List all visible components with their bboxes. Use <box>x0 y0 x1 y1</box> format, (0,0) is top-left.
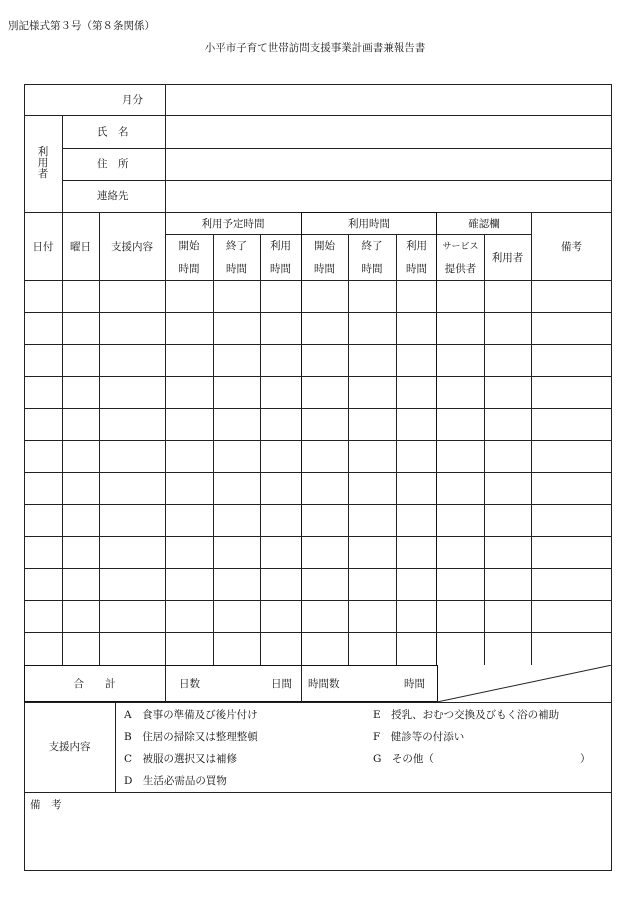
support-item-d: D 生活必需品の買物 <box>124 775 227 787</box>
user-section-label-2: 用 <box>37 157 49 169</box>
total-hours-unit: 時間 <box>404 678 425 690</box>
table-row[interactable] <box>25 441 611 472</box>
col-actual-group: 利用時間 <box>348 218 390 230</box>
confirm-provider-1: サービス <box>442 242 479 252</box>
actual-end-2: 時間 <box>361 263 383 275</box>
actual-start-2: 時間 <box>314 263 335 275</box>
support-content-label: 支援内容 <box>48 741 91 753</box>
diagonal-strike <box>437 665 613 703</box>
table-row[interactable] <box>25 473 611 504</box>
contact-label: 連絡先 <box>97 190 129 202</box>
col-remarks: 備考 <box>561 241 582 253</box>
name-label: 氏 名 <box>97 126 129 138</box>
col-support: 支援内容 <box>111 241 153 253</box>
remarks-field[interactable] <box>25 815 611 870</box>
support-item-b: B 住居の掃除又は整理整頓 <box>124 731 258 743</box>
planned-start-2: 時間 <box>178 263 200 275</box>
table-row[interactable] <box>25 569 611 600</box>
actual-use-2: 時間 <box>406 263 427 275</box>
table-row[interactable] <box>25 633 611 664</box>
planned-use-1: 利用 <box>270 240 291 252</box>
address-label: 住 所 <box>97 158 129 170</box>
table-row[interactable] <box>25 345 611 376</box>
table-row[interactable] <box>25 537 611 568</box>
support-item-f: F 健診等の付添い <box>373 731 465 743</box>
user-section-label-1: 利 <box>37 146 49 158</box>
col-confirm-group: 確認欄 <box>468 218 500 230</box>
contact-field[interactable] <box>166 181 611 212</box>
totals-label: 合 計 <box>73 678 116 690</box>
support-item-g-close: ） <box>580 753 591 765</box>
support-item-c: C 被服の選択又は補修 <box>124 753 238 765</box>
actual-start-1: 開始 <box>314 240 335 252</box>
support-item-g: G その他（ <box>373 753 434 765</box>
table-row[interactable] <box>25 281 611 312</box>
remarks-label: 備 考 <box>30 799 62 811</box>
name-field[interactable] <box>166 116 611 147</box>
table-row[interactable] <box>25 377 611 408</box>
planned-use-2: 時間 <box>270 263 291 275</box>
actual-use-1: 利用 <box>406 240 427 252</box>
col-weekday: 曜日 <box>70 241 91 253</box>
month-label: 月分 <box>122 94 143 106</box>
table-row[interactable] <box>25 409 611 440</box>
table-row[interactable] <box>25 313 611 344</box>
total-hours-field[interactable] <box>346 670 402 698</box>
confirm-user: 利用者 <box>491 252 524 264</box>
user-section-label-3: 者 <box>37 168 49 180</box>
col-date: 日付 <box>32 241 54 253</box>
total-days-field[interactable] <box>200 670 266 698</box>
address-field[interactable] <box>166 149 611 179</box>
planned-start-1: 開始 <box>178 240 200 252</box>
planned-end-2: 時間 <box>226 263 247 275</box>
total-hours-label: 時間数 <box>308 678 340 690</box>
col-planned-group: 利用予定時間 <box>201 218 265 230</box>
total-days-label: 日数 <box>179 678 200 690</box>
form-number: 別記様式第３号（第８条関係） <box>8 20 155 32</box>
month-spacer <box>166 85 611 115</box>
support-item-a: A 食事の準備及び後片付け <box>124 709 258 721</box>
table-row[interactable] <box>25 601 611 632</box>
support-item-e: E 授乳、おむつ交換及びもく浴の補助 <box>373 709 560 721</box>
confirm-provider-2: 提供者 <box>444 263 477 275</box>
planned-end-1: 終了 <box>226 240 247 252</box>
other-support-field[interactable] <box>436 750 576 768</box>
table-row[interactable] <box>25 505 611 536</box>
form-title: 小平市子育て世帯訪問支援事業計画書兼報告書 <box>204 42 426 54</box>
total-days-unit: 日間 <box>271 678 292 690</box>
actual-end-1: 終了 <box>361 240 383 252</box>
